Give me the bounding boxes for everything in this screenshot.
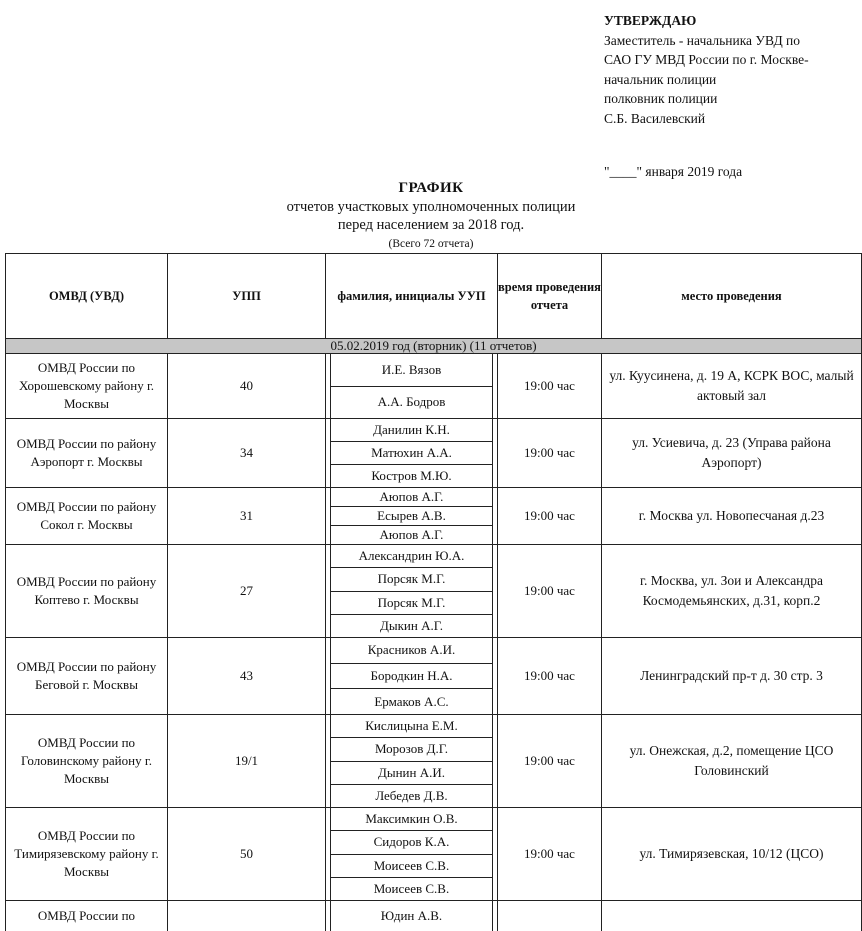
approval-block bbox=[604, 14, 809, 132]
place-cell: ул. Онежская, д.2, помещение ЦСО Головинский bbox=[602, 715, 862, 808]
place-cell: ул. Тимирязевская, 10/12 (ЦСО) bbox=[602, 808, 862, 901]
omvd-cell: ОМВД России по bbox=[6, 901, 168, 931]
names-cell bbox=[326, 808, 498, 901]
uup-name: Дынин А.И. bbox=[331, 761, 492, 784]
uup-name: Морозов Д.Г. bbox=[331, 737, 492, 760]
names-cell bbox=[326, 715, 498, 808]
place-cell: Ленинградский пр-т д. 30 стр. 3 bbox=[602, 638, 862, 715]
approval-line-1: Заместитель - начальника УВД по bbox=[604, 34, 809, 54]
uup-name: Бородкин Н.А. bbox=[331, 663, 492, 689]
uup-name: Александрин Ю.А. bbox=[331, 545, 492, 567]
document-subtitle-2: перед населением за 2018 год. bbox=[0, 217, 862, 234]
time-cell: 19:00 час bbox=[498, 808, 602, 901]
place-cell: ул. Усиевича, д. 23 (Управа района Аэропорт) bbox=[602, 419, 862, 488]
header-place: место проведения bbox=[602, 254, 862, 339]
date-row-label: 05.02.2019 год (вторник) (11 отчетов) bbox=[6, 339, 862, 354]
schedule-table bbox=[5, 253, 862, 931]
omvd-cell: ОМВД России по Тимирязевскому району г. Москвы bbox=[6, 808, 168, 901]
uup-name: А.А. Бодров bbox=[331, 386, 492, 419]
header-omvd: ОМВД (УВД) bbox=[6, 254, 168, 339]
omvd-cell: ОМВД России по Головинскому району г. Москвы bbox=[6, 715, 168, 808]
uup-name: Данилин К.Н. bbox=[331, 419, 492, 441]
uup-name: И.Е. Вязов bbox=[331, 354, 492, 386]
uup-name: Юдин А.В. bbox=[331, 901, 492, 931]
time-cell: 19:00 час bbox=[498, 488, 602, 545]
table-row bbox=[6, 354, 862, 419]
omvd-cell: ОМВД России по району Сокол г. Москвы bbox=[6, 488, 168, 545]
names-cell bbox=[326, 488, 498, 545]
uup-name: Сидоров К.А. bbox=[331, 830, 492, 853]
uup-name: Ермаков А.С. bbox=[331, 688, 492, 714]
table-row bbox=[6, 545, 862, 638]
table-row bbox=[6, 808, 862, 901]
upp-cell: 34 bbox=[168, 419, 326, 488]
total-reports: (Всего 72 отчета) bbox=[0, 238, 862, 250]
omvd-cell: ОМВД России по району Беговой г. Москвы bbox=[6, 638, 168, 715]
uup-name: Моисеев С.В. bbox=[331, 877, 492, 900]
names-cell bbox=[326, 638, 498, 715]
table-row bbox=[6, 901, 862, 931]
uup-name: Матюхин А.А. bbox=[331, 441, 492, 464]
approval-heading: УТВЕРЖДАЮ bbox=[604, 14, 809, 34]
header-names: фамилия, инициалы УУП bbox=[326, 254, 498, 339]
uup-name: Порсяк М.Г. bbox=[331, 567, 492, 590]
date-row bbox=[6, 339, 862, 354]
names-cell bbox=[326, 901, 498, 931]
place-cell bbox=[602, 901, 862, 931]
upp-cell: 19/1 bbox=[168, 715, 326, 808]
time-cell: 19:00 час bbox=[498, 715, 602, 808]
uup-name: Красников А.И. bbox=[331, 638, 492, 663]
place-cell: г. Москва ул. Новопесчаная д.23 bbox=[602, 488, 862, 545]
uup-name: Аюпов А.Г. bbox=[331, 525, 492, 544]
uup-name: Порсяк М.Г. bbox=[331, 591, 492, 614]
time-cell: 19:00 час bbox=[498, 354, 602, 419]
upp-cell: 27 bbox=[168, 545, 326, 638]
approval-line-5: С.Б. Василевский bbox=[604, 112, 809, 132]
header-time: время проведения отчета bbox=[498, 254, 602, 339]
time-cell: 19:00 час bbox=[498, 638, 602, 715]
uup-name: Максимкин О.В. bbox=[331, 808, 492, 830]
omvd-cell: ОМВД России по району Коптево г. Москвы bbox=[6, 545, 168, 638]
table-row bbox=[6, 488, 862, 545]
uup-name: Моисеев С.В. bbox=[331, 854, 492, 877]
time-cell: 19:00 час bbox=[498, 419, 602, 488]
uup-name: Лебедев Д.В. bbox=[331, 784, 492, 807]
uup-name: Аюпов А.Г. bbox=[331, 488, 492, 506]
document-title: ГРАФИК bbox=[0, 180, 862, 197]
approval-line-3: начальник полиции bbox=[604, 73, 809, 93]
table-row bbox=[6, 638, 862, 715]
uup-name: Костров М.Ю. bbox=[331, 464, 492, 487]
approval-line-4: полковник полиции bbox=[604, 92, 809, 112]
upp-cell bbox=[168, 901, 326, 931]
time-cell bbox=[498, 901, 602, 931]
header-upp: УПП bbox=[168, 254, 326, 339]
upp-cell: 43 bbox=[168, 638, 326, 715]
names-cell bbox=[326, 354, 498, 419]
approval-line-2: САО ГУ МВД России по г. Москве- bbox=[604, 53, 809, 73]
place-cell: г. Москва, ул. Зои и Александра Космодемьянских, д.31, корп.2 bbox=[602, 545, 862, 638]
uup-name: Дыкин А.Г. bbox=[331, 614, 492, 637]
place-cell: ул. Куусинена, д. 19 А, КСРК ВОС, малый актовый зал bbox=[602, 354, 862, 419]
upp-cell: 50 bbox=[168, 808, 326, 901]
time-cell: 19:00 час bbox=[498, 545, 602, 638]
uup-name: Есырев А.В. bbox=[331, 506, 492, 525]
names-cell bbox=[326, 545, 498, 638]
upp-cell: 40 bbox=[168, 354, 326, 419]
table-header-row bbox=[6, 254, 862, 339]
omvd-cell: ОМВД России по району Аэропорт г. Москвы bbox=[6, 419, 168, 488]
document-subtitle-1: отчетов участковых уполномоченных полиции bbox=[0, 199, 862, 216]
approval-date: "____" января 2019 года bbox=[604, 165, 742, 185]
table-row bbox=[6, 715, 862, 808]
omvd-cell: ОМВД России по Хорошевскому району г. Москвы bbox=[6, 354, 168, 419]
upp-cell: 31 bbox=[168, 488, 326, 545]
uup-name: Кислицына Е.М. bbox=[331, 715, 492, 737]
names-cell bbox=[326, 419, 498, 488]
table-row bbox=[6, 419, 862, 488]
